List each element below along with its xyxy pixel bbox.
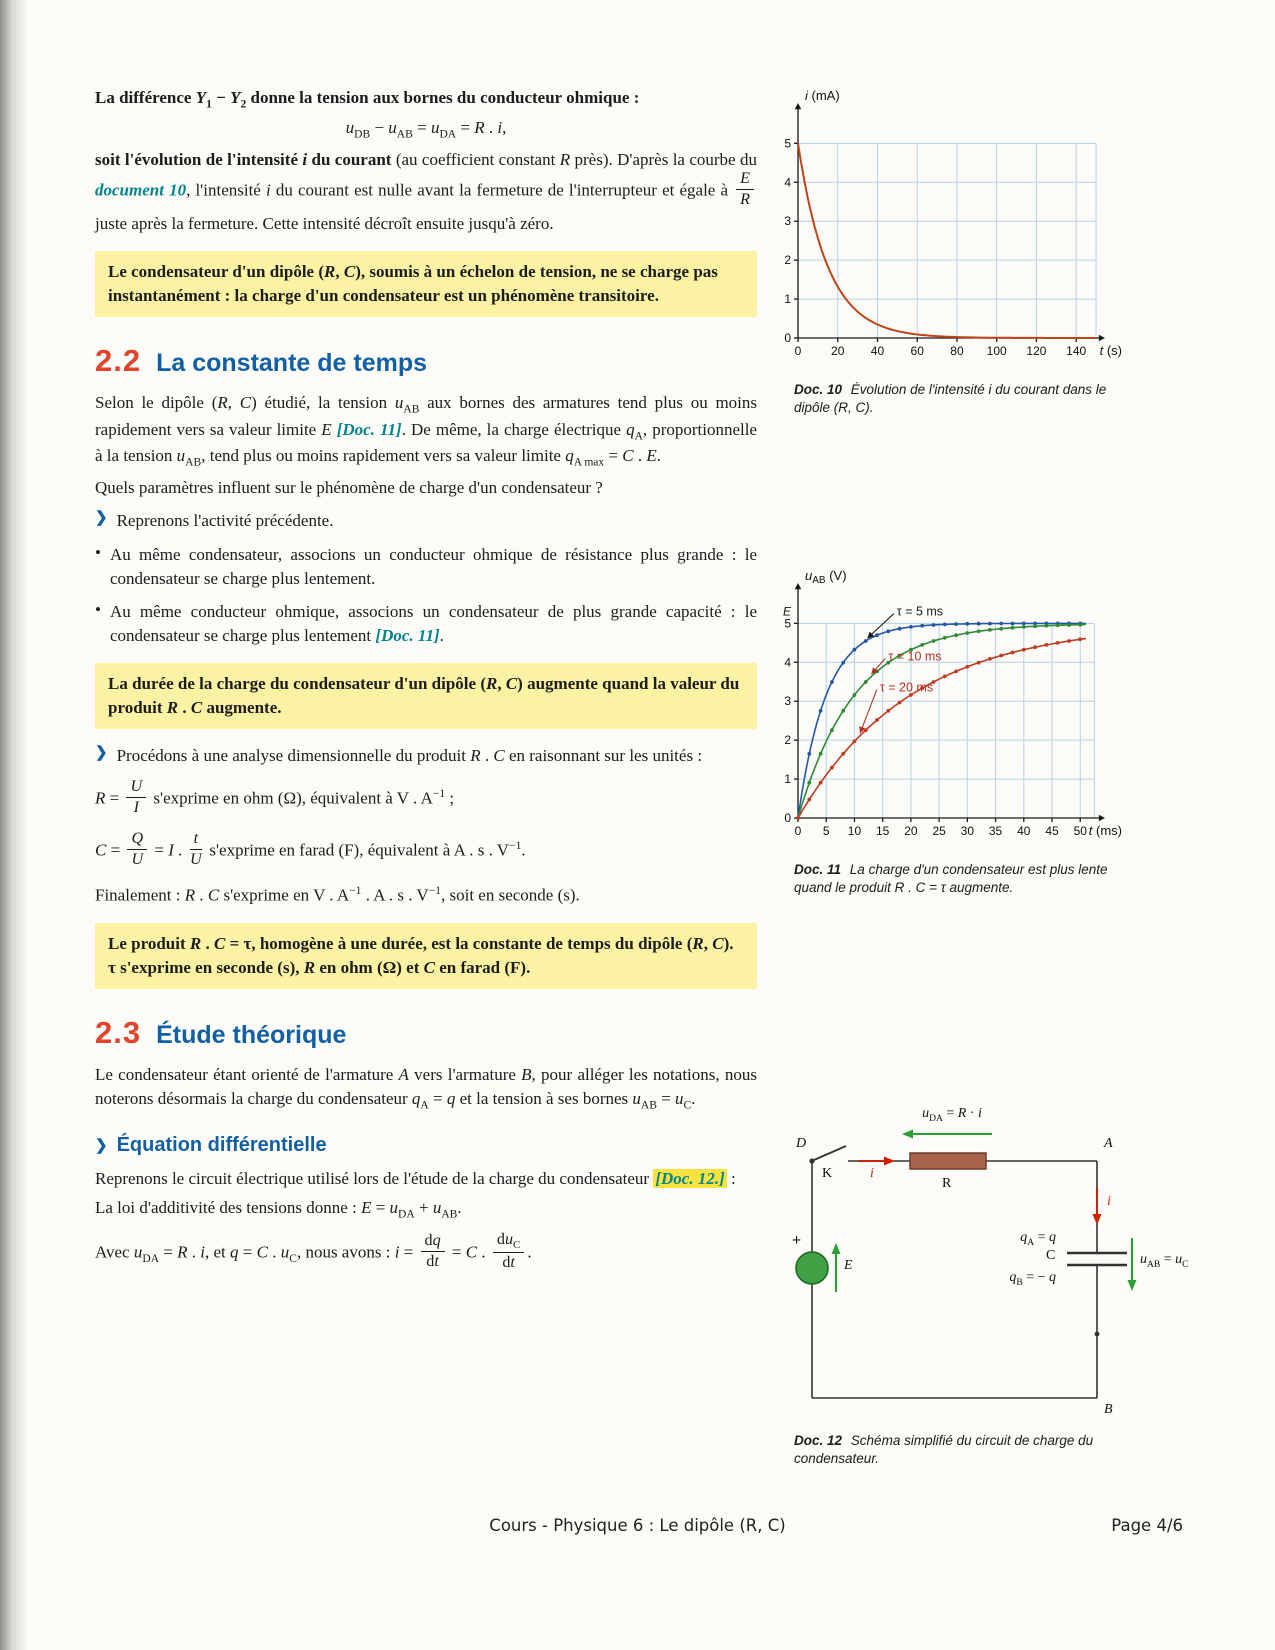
svg-text:2: 2 — [784, 733, 791, 748]
section-2-3-heading — [95, 1015, 757, 1051]
switch-k-label: K — [822, 1166, 833, 1181]
key-box-phenomene-transitoire: Le condensateur d'un dipôle (R, C), soumis à un échelon de tension, ne se charge pas instantanément : la charge d'un condensateur est un phénomène transitoire. — [95, 251, 757, 317]
current-arrow-right-head — [1093, 1214, 1102, 1225]
subsection-title: Équation différentielle — [116, 1133, 327, 1156]
node-d-dot — [809, 1158, 814, 1163]
doc10-label: Doc. 10 — [794, 382, 843, 397]
chevron-paragraph-activite: ❯ Reprenons l'activité précédente. — [95, 509, 757, 533]
doc12-caption-text: Schéma simplifié du circuit de charge du condensateur. — [794, 1433, 1094, 1467]
svg-text:10: 10 — [847, 824, 862, 838]
svg-text:0: 0 — [794, 824, 802, 838]
equation-r-ohm: R = $\frac{U}{I}$ s'exprime en ohm (Ω), équivalent à V . $A^{-1}$ ; — [95, 778, 455, 817]
charge-qa-label: $q_A = q$ — [1020, 1230, 1056, 1248]
section-2-3-number: 2.3 — [95, 1014, 142, 1050]
u-ab-label: $u_{AB} = u_C$ — [1140, 1252, 1189, 1270]
paragraph-constante-intro: Selon le dipôle (R, C) étudié, la tension $u_{AB}$ aux bornes des armatures tend plus ou moins rapidement vers sa valeur limite E [Doc. 11]. De même, la charge électrique $q_A$, proportionnelle à la tension $u_{AB}$, tend plus ou moins rapidement vers sa valeur limite $q_{A max} = C$ . E. — [95, 392, 758, 469]
svg-text:5: 5 — [784, 136, 791, 151]
book-spine-shadow — [0, 0, 30, 1650]
bullet-capacite-plus-grande: • Au même conducteur ohmique, associons un condensateur de plus grande capacité : le condensateur se charge plus lentement [Doc. 11]. — [95, 600, 757, 648]
u-da-arrow-head — [902, 1130, 913, 1139]
svg-text:3: 3 — [784, 214, 791, 229]
figure-doc12 — [792, 1106, 1192, 1468]
chevron-icon: ❯ — [95, 1136, 108, 1154]
doc10-caption-text: Évolution de l'intensité i du courant dans le dipôle (R, C). — [794, 382, 1107, 416]
current-top-label: i — [870, 1166, 874, 1181]
svg-text:50: 50 — [1073, 824, 1087, 838]
equation-udb-uab: $u_{DB} - u_{AB} = u_{DA} = R$ . i, — [345, 117, 507, 141]
svg-text:30: 30 — [960, 824, 975, 838]
svg-text:20: 20 — [904, 824, 918, 838]
figure-doc10-caption — [794, 381, 1146, 417]
svg-text:60: 60 — [910, 344, 924, 358]
chevron-paragraph-analyse: ❯ Procédons à une analyse dimensionnelle du produit R . C en raisonnant sur les unités : — [95, 744, 757, 768]
svg-text:τ = 5 ms: τ = 5 ms — [896, 604, 944, 619]
battery-circle — [796, 1252, 828, 1284]
switch-lever — [814, 1146, 846, 1160]
emf-arrow-head — [832, 1243, 841, 1254]
figure-doc12-caption — [794, 1432, 1146, 1468]
svg-text:t (s): t (s) — [1099, 343, 1122, 358]
section-2-2-number: 2.2 — [95, 342, 142, 378]
svg-text:25: 25 — [932, 824, 946, 838]
paragraph-reprenons-circuit: Reprenons le circuit électrique utilisé lors de l'étude de la charge du condensateur [Doc. 12.] : — [95, 1168, 736, 1188]
battery-e-label: E — [844, 1258, 853, 1273]
svg-text:3: 3 — [784, 694, 791, 709]
svg-text:E: E — [782, 604, 791, 619]
figure-doc11 — [768, 566, 1168, 897]
equation-c-farad: C = $\frac{Q}{U}$ = I . $\frac{t}{U}$ s'exprime en farad (F), équivalent à A . s . $V^{-1}$. — [95, 829, 526, 868]
bullet-resistance-plus-grande: • Au même condensateur, associons un conducteur ohmique de résistance plus grande : le condensateur se charge plus lentement. — [95, 543, 757, 591]
main-text-column — [95, 86, 757, 1279]
svg-text:5: 5 — [784, 616, 791, 631]
paragraph-evolution-intensite: soit l'évolution de l'intensité i du courant (au coefficient constant R près). D'après la courbe du document 10, l'intensité i du courant est nulle avant la fermeture de l'interrupteur et égale à $\frac{E}{R}$ juste après la fermeture. Cette intensité décroît ensuite jusqu'à zéro. — [95, 150, 757, 233]
paragraph-loi-additivite: La loi d'additivité des tensions donne : $E = u_{DA} + u_{AB}$. — [95, 1197, 462, 1221]
bullet-icon: • — [95, 542, 101, 562]
section-2-3-title: Étude théorique — [156, 1020, 347, 1049]
u-da-label: $u_{DA} = R \cdot i$ — [922, 1106, 982, 1124]
svg-text:0: 0 — [784, 331, 791, 345]
chevron-icon: ❯ — [95, 744, 108, 762]
charge-qb-label: $q_B$ = − q — [1009, 1270, 1056, 1288]
bullet-icon: • — [95, 599, 101, 619]
chevron-icon: ❯ — [95, 509, 108, 527]
figure-doc10 — [768, 86, 1168, 417]
svg-text:1: 1 — [784, 772, 791, 787]
svg-text:15: 15 — [875, 824, 890, 838]
svg-text:τ = 20 ms: τ = 20 ms — [879, 680, 934, 695]
current-arrow-top-head — [884, 1157, 895, 1166]
key-box-constante-de-temps: Le produit R . C = τ, homogène à une durée, est la constante de temps du dipôle (R, C). τ s'exprime en seconde (s), R en ohm (Ω) et C en farad (F). — [95, 923, 757, 989]
svg-text:100: 100 — [986, 344, 1007, 358]
doc12-label: Doc. 12 — [794, 1433, 843, 1448]
paragraph-orientation-condensateur: Le condensateur étant orienté de l'armature A vers l'armature B, pour alléger les notations, nous noterons désormais la charge du condensateur $q_A = q$ et la tension à ses bornes $u_{AB} = u_C$. — [95, 1064, 757, 1112]
svg-text:1: 1 — [784, 292, 791, 307]
svg-text:5: 5 — [822, 824, 830, 838]
svg-text:45: 45 — [1045, 824, 1059, 838]
doc11-label: Doc. 11 — [794, 862, 842, 877]
svg-text:40: 40 — [870, 344, 885, 358]
subsection-equation-differentielle — [95, 1134, 757, 1157]
key-box-duree-charge: La durée de la charge du condensateur d'un dipôle (R, C) augmente quand la valeur du produit R . C augmente. — [95, 663, 757, 729]
capacitor-label: C — [1046, 1248, 1056, 1263]
svg-text:35: 35 — [988, 824, 1003, 838]
chart-doc10-current-decay — [768, 86, 1168, 373]
svg-text:0: 0 — [784, 811, 791, 825]
svg-text:4: 4 — [784, 175, 791, 190]
footer-course-title: Cours - Physique 6 : Le dipôle (R, C) — [489, 1516, 786, 1535]
circuit-diagram — [792, 1106, 1189, 1424]
u-ab-arrow-head — [1128, 1280, 1137, 1291]
resistor-label: R — [942, 1176, 952, 1191]
node-b-label: B — [1104, 1402, 1113, 1417]
svg-text:2: 2 — [784, 253, 791, 268]
svg-text:40: 40 — [1017, 824, 1031, 838]
junction-dot — [1095, 1332, 1100, 1337]
node-a-label: A — [1104, 1136, 1113, 1151]
resistor-body — [910, 1153, 986, 1169]
footer-page-number: Page 4/6 — [1111, 1516, 1183, 1535]
doc11-caption-text: La charge d'un condensateur est plus lente quand le produit R . C = τ augmente. — [794, 862, 1108, 896]
svg-text:t (ms): t (ms) — [1088, 823, 1122, 838]
svg-text:20: 20 — [831, 344, 845, 358]
svg-text:140: 140 — [1066, 344, 1087, 358]
current-right-label: i — [1107, 1194, 1111, 1209]
paragraph-finalement: Finalement : R . C s'exprime en V . $A^{-1}$ . A . s . $V^{-1}$, soit en seconde (s). — [95, 883, 580, 905]
paragraph-question-parametres: Quels paramètres influent sur le phénomène de charge d'un condensateur ? — [95, 478, 603, 498]
paragraph-equation-i: Avec $u_{DA} = R$ . i, et q = C . $u_C$, nous avons : i = $\frac{dq}{dt}$ = C . $\frac{du_C}{dt}$ . — [95, 1230, 532, 1272]
svg-text:120: 120 — [1026, 344, 1047, 358]
svg-text:0: 0 — [794, 344, 802, 358]
svg-text:uAB (V): $u_{AB}$ (V) — [805, 568, 847, 586]
svg-text:i (mA): i (mA) — [805, 88, 840, 103]
battery-plus-label: + — [792, 1232, 802, 1249]
paragraph-tension-ohmique: La différence $Y_1 - Y_2$ donne la tension aux bornes du conducteur ohmique : — [95, 88, 640, 111]
section-2-2-heading — [95, 343, 757, 379]
node-d-label: D — [796, 1136, 807, 1151]
svg-text:80: 80 — [950, 344, 964, 358]
svg-text:4: 4 — [784, 655, 791, 670]
svg-text:τ = 10 ms: τ = 10 ms — [888, 649, 942, 664]
section-2-2-title: La constante de temps — [156, 348, 428, 377]
chart-doc11-charge-curves — [768, 566, 1168, 853]
figure-doc11-caption — [794, 861, 1146, 897]
